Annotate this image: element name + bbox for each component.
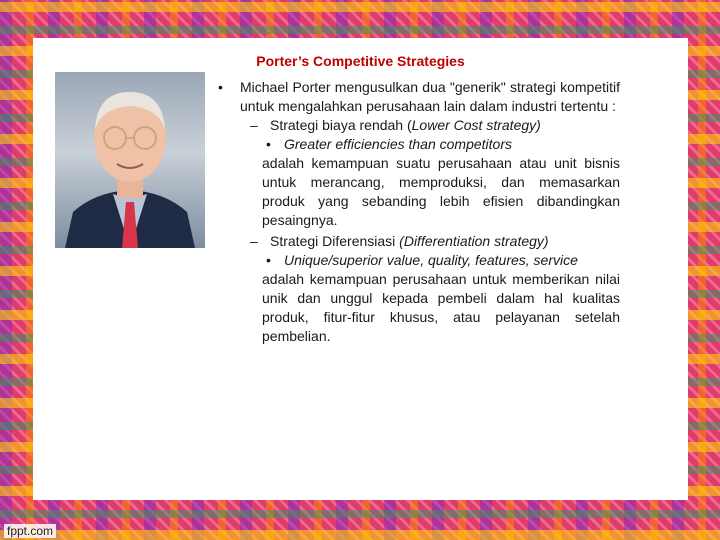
strategy1-point — [218, 135, 620, 154]
slide-panel — [33, 38, 688, 500]
strategy1-label: Strategi biaya rendah ( — [270, 117, 412, 133]
slide-title: Porter’s Competitive Strategies — [256, 53, 465, 69]
strategy2-point-text: Unique/superior value, quality, features, service — [284, 252, 578, 268]
portrait-photo — [55, 72, 205, 248]
dash-mark: – — [250, 117, 258, 133]
watermark-logo: fppt.com — [4, 524, 56, 538]
bullet-mark: • — [266, 136, 271, 152]
strategy2-desc: adalah kemampuan perusahaan untuk memberikan nilai unik dan unggul kepada pembeli dalam hal kualitas produk, fitur-fitur khusus, atau pelayanan setelah pembelian. — [262, 271, 620, 344]
bullet-mark: • — [266, 252, 271, 268]
strategy2-point — [218, 251, 620, 270]
strategy2-label-en: (Differentiation strategy) — [399, 233, 549, 249]
strategy2-label: Strategi Diferensiasi — [270, 233, 400, 249]
slide-body — [218, 78, 620, 348]
strategy1-desc: adalah kemampuan suatu perusahaan atau unit bisnis untuk merancang, memproduksi, dan memasarkan produk yang sebanding lebih efisien dibandingkan pesaingnya. — [262, 155, 620, 228]
dash-mark: – — [250, 233, 258, 249]
strategy1-point-text: Greater efficiencies than competitors — [284, 136, 512, 152]
strategy1-label-en: Lower Cost strategy) — [411, 117, 541, 133]
portrait-illustration — [55, 72, 205, 248]
strategy2-heading — [218, 232, 620, 251]
intro-text: Michael Porter mengusulkan dua "generik" strategi kompetitif untuk mengalahkan perusahaan lain dalam industri tertentu : — [240, 79, 620, 114]
bullet-mark: • — [218, 79, 223, 95]
intro-bullet — [218, 78, 620, 116]
strategy1-heading — [218, 116, 620, 135]
